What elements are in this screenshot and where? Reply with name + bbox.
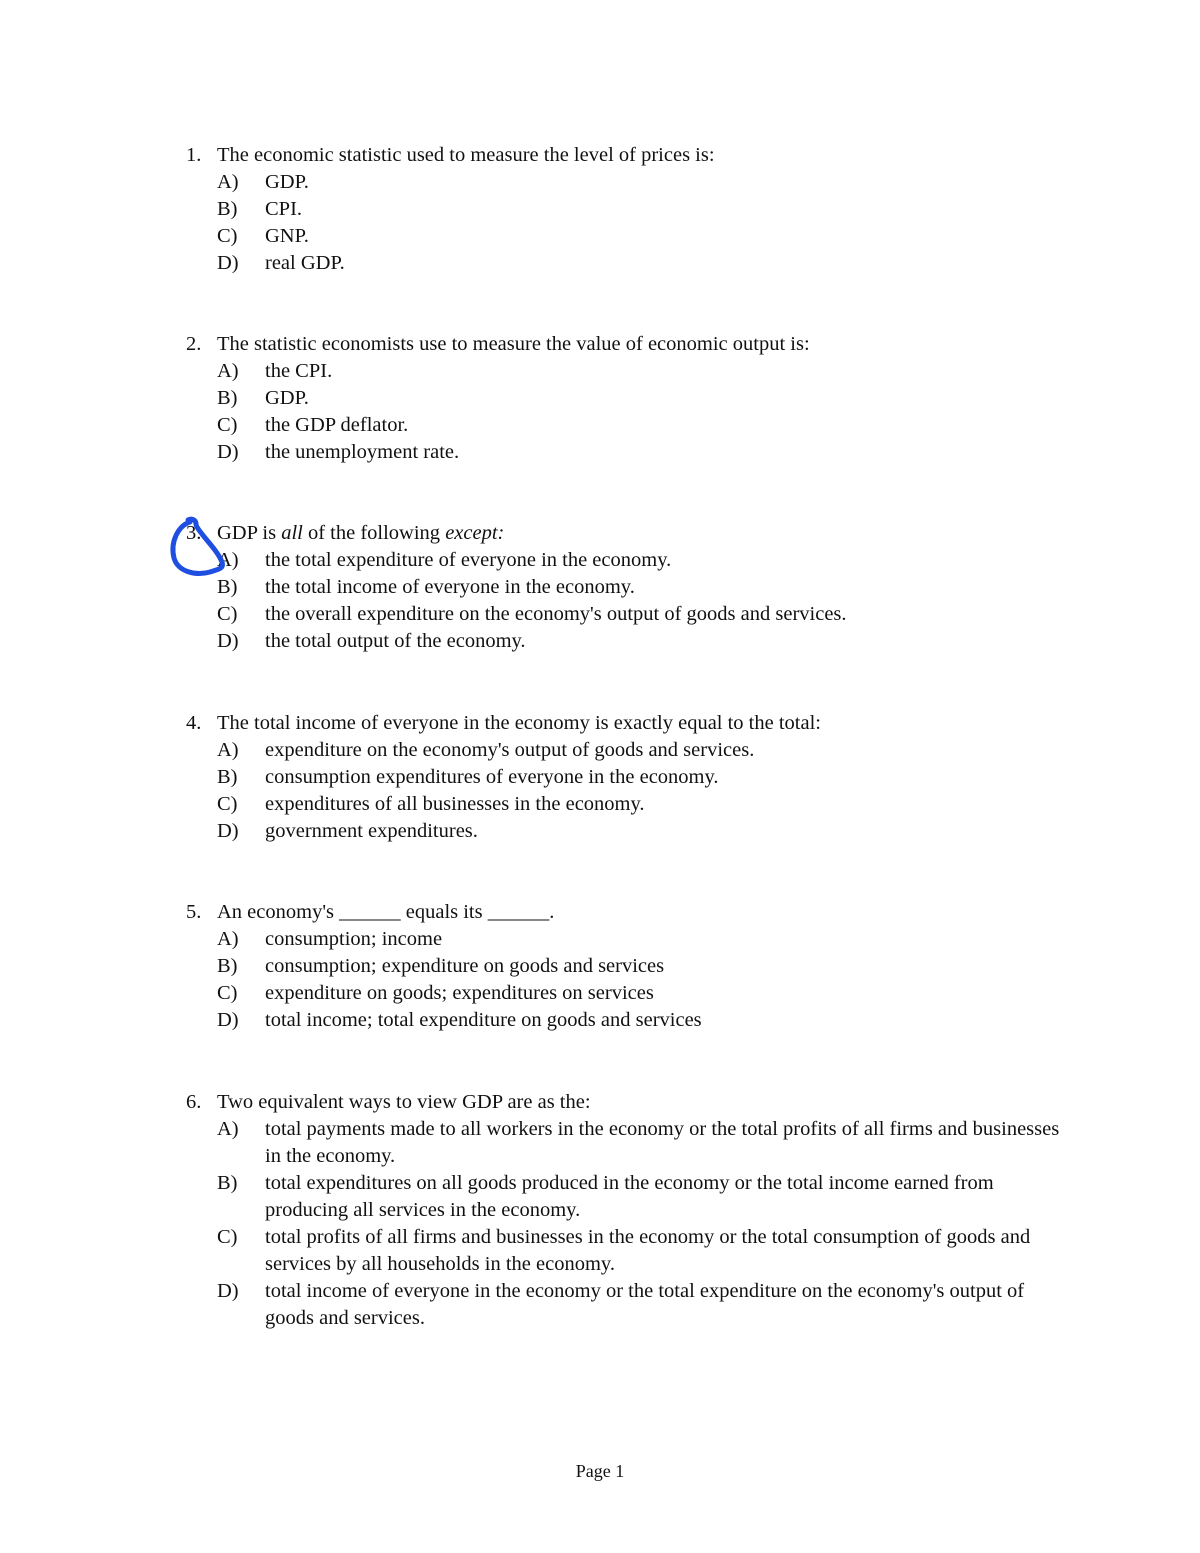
option-letter: D) — [217, 252, 239, 274]
option-text: the total expenditure of everyone in the economy. — [265, 549, 672, 571]
option-text: the overall expenditure on the economy's output of goods and services. — [265, 603, 847, 625]
answer-option-c — [186, 412, 1086, 439]
option-letter: C) — [217, 1226, 238, 1248]
option-text: total expenditures on all goods produced in the economy or the total income earned from producing all services in the economy. — [265, 1172, 994, 1221]
option-text: expenditure on goods; expenditures on services — [265, 982, 654, 1004]
answer-option-b — [186, 385, 1086, 412]
answer-option-d — [186, 1007, 1086, 1034]
question-stem-line — [186, 710, 1086, 737]
question-stem: The total income of everyone in the economy is exactly equal to the total: — [217, 712, 821, 734]
option-letter: C) — [217, 603, 238, 625]
answer-option-b — [186, 574, 1086, 601]
stem-text: GDP is — [217, 522, 282, 544]
option-letter: D) — [217, 1009, 239, 1031]
answer-option-d — [186, 1278, 1086, 1332]
answer-option-d — [186, 628, 1086, 655]
option-letter: C) — [217, 414, 238, 436]
stem-text: of the following — [302, 522, 446, 544]
option-letter: B) — [217, 387, 238, 409]
answer-option-b — [186, 1170, 1086, 1224]
question-number: 2. — [186, 333, 202, 355]
option-text: government expenditures. — [265, 820, 478, 842]
option-letter: A) — [217, 360, 239, 382]
option-text: GDP. — [265, 171, 309, 193]
question-stem-line — [186, 1089, 1086, 1116]
answer-option-c — [186, 1224, 1086, 1278]
option-letter: C) — [217, 225, 238, 247]
answer-option-a — [186, 737, 1086, 764]
answer-option-d — [186, 250, 1086, 277]
option-letter: A) — [217, 1118, 239, 1140]
option-letter: B) — [217, 955, 238, 977]
question-number: 4. — [186, 712, 202, 734]
option-letter: D) — [217, 441, 239, 463]
question-number: 5. — [186, 901, 202, 923]
stem-emphasis: except: — [445, 522, 505, 544]
question-number: 1. — [186, 144, 202, 166]
answer-option-b — [186, 196, 1086, 223]
page-number: Page 1 — [575, 1461, 625, 1481]
question-1 — [186, 142, 1086, 277]
option-letter: B) — [217, 576, 238, 598]
question-stem: The statistic economists use to measure the value of economic output is: — [217, 333, 810, 355]
question-stem-line — [186, 331, 1086, 358]
answer-option-c — [186, 791, 1086, 818]
option-text: the total output of the economy. — [265, 630, 526, 652]
option-text: the unemployment rate. — [265, 441, 460, 463]
option-text: real GDP. — [265, 252, 345, 274]
option-text: total profits of all firms and businesses in the economy or the total consumption of goods and services by all households in the economy. — [265, 1226, 1031, 1275]
option-letter: D) — [217, 820, 239, 842]
question-stem-line — [186, 899, 1086, 926]
option-text: the CPI. — [265, 360, 333, 382]
option-letter: A) — [217, 549, 239, 571]
option-letter: C) — [217, 982, 238, 1004]
hand-drawn-circle-icon — [162, 512, 242, 584]
option-letter: A) — [217, 739, 239, 761]
answer-option-c — [186, 223, 1086, 250]
option-text: total income of everyone in the economy or the total expenditure on the economy's output of goods and services. — [265, 1280, 1025, 1329]
answer-option-d — [186, 439, 1086, 466]
answer-option-a — [186, 1116, 1086, 1170]
answer-option-d — [186, 818, 1086, 845]
question-number: 6. — [186, 1091, 202, 1113]
option-text: CPI. — [265, 198, 303, 220]
option-letter: C) — [217, 793, 238, 815]
question-3 — [186, 520, 1086, 655]
question-stem — [217, 520, 504, 547]
answer-option-a — [186, 169, 1086, 196]
option-letter: D) — [217, 1280, 239, 1302]
answer-option-a — [186, 358, 1086, 385]
option-text: total payments made to all workers in the economy or the total profits of all firms and businesses in the economy. — [265, 1118, 1060, 1167]
option-text: GNP. — [265, 225, 309, 247]
answer-option-c — [186, 980, 1086, 1007]
option-letter: B) — [217, 766, 238, 788]
question-2 — [186, 331, 1086, 466]
option-text: GDP. — [265, 387, 309, 409]
question-6 — [186, 1089, 1086, 1332]
answer-option-c — [186, 601, 1086, 628]
question-stem-line — [186, 520, 1086, 547]
option-text: expenditure on the economy's output of goods and services. — [265, 739, 755, 761]
answer-option-b — [186, 764, 1086, 791]
option-letter: B) — [217, 198, 238, 220]
stem-emphasis: all — [281, 522, 303, 544]
question-4 — [186, 710, 1086, 845]
question-stem: An economy's ______ equals its ______. — [217, 901, 555, 923]
answer-option-a — [186, 926, 1086, 953]
option-text: consumption; income — [265, 928, 443, 950]
question-5 — [186, 899, 1086, 1034]
question-stem-line — [186, 142, 1086, 169]
option-letter: B) — [217, 1172, 238, 1194]
option-text: consumption; expenditure on goods and services — [265, 955, 665, 977]
question-number: 3. — [186, 522, 202, 544]
option-letter: A) — [217, 171, 239, 193]
question-stem: The economic statistic used to measure the level of prices is: — [217, 144, 715, 166]
option-letter: A) — [217, 928, 239, 950]
option-text: the total income of everyone in the economy. — [265, 576, 635, 598]
option-text: consumption expenditures of everyone in the economy. — [265, 766, 719, 788]
option-text: expenditures of all businesses in the economy. — [265, 793, 645, 815]
option-letter: D) — [217, 630, 239, 652]
option-text: total income; total expenditure on goods and services — [265, 1009, 702, 1031]
answer-option-b — [186, 953, 1086, 980]
answer-option-a — [186, 547, 1086, 574]
option-text: the GDP deflator. — [265, 414, 409, 436]
question-stem: Two equivalent ways to view GDP are as the: — [217, 1091, 591, 1113]
